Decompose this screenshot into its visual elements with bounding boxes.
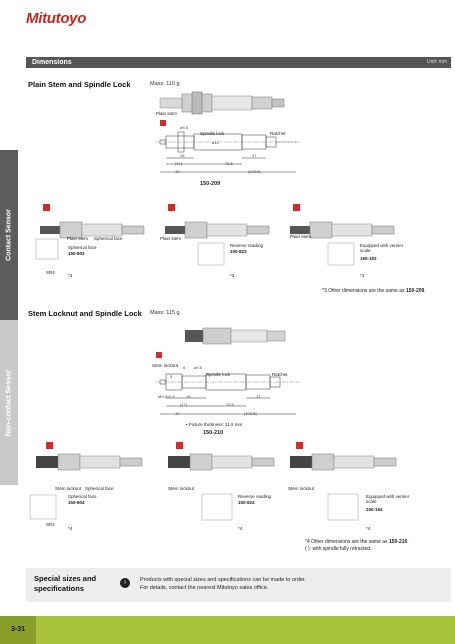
section2-mass: Mass: 115 g — [150, 310, 180, 316]
variant4-model: 150-804 — [68, 500, 85, 505]
variant3-note: *3 — [360, 273, 365, 278]
dim-15: 15 — [180, 153, 185, 158]
section1-mass: Mass: 110 g — [150, 81, 180, 87]
variant6-model: 150-184 — [366, 507, 383, 512]
variant6-note: *4 — [366, 526, 371, 531]
special-sizes-box — [26, 568, 451, 602]
section2-footnote-line2: ( ): with spindle fully retracted. — [305, 546, 372, 552]
variant3-name: Equipped with vernier scale — [360, 243, 404, 253]
variant3-tag-plain-stem: Plain stem — [290, 234, 312, 239]
mitutoyo-logo: Mitutoyo — [26, 10, 87, 27]
special-line2: For details, contact the nearest Mitutoyo sales office. — [140, 585, 269, 591]
dim-17-2: 17 — [256, 394, 261, 399]
special-sizes-title: Special sizes and specifications — [34, 574, 97, 593]
dim-78-5: 78.5 — [226, 402, 234, 407]
dimensions-title: Dimensions — [32, 59, 72, 66]
unit-label: Unit: mm — [427, 59, 447, 65]
label-stem-locknut: Stem locknut — [152, 363, 179, 368]
dimensions-header — [26, 57, 451, 68]
side-tab-noncontact-sensor[interactable]: Non-contact Sensor — [0, 320, 18, 485]
fixture-thickness: • Fixture thickness: 11.5 mm — [186, 422, 243, 427]
variant4-note: *4 — [68, 526, 73, 531]
dim-5: 5 — [170, 374, 173, 379]
variant2-model: 150-823 — [230, 249, 247, 254]
page-number: 3-31 — [0, 616, 36, 644]
variant4-tag-spherical-face: Spherical face — [85, 486, 114, 491]
variant2-tag-plain-stem: Plain stem — [160, 236, 182, 241]
footer-bar — [0, 616, 455, 644]
dim-6: 6 — [183, 365, 186, 370]
label-d1-2: ø9.5 — [194, 365, 203, 370]
section2-footnote: *4 Other dimensions are the same as 150-210. — [305, 539, 409, 545]
dim-103-5-2: (103.5) — [244, 411, 257, 416]
special-sizes-text — [140, 576, 306, 592]
section1-footnote: *3 Other dimensions are the same as 150-209. — [322, 288, 426, 294]
label-ratchet: Ratchet — [270, 131, 286, 136]
arrow-right-icon: › — [120, 578, 130, 588]
variant1-name: Spherical face — [68, 245, 97, 250]
section2-title: Stem Locknut and Spindle Lock — [28, 309, 142, 318]
variant5-model: 150-824 — [238, 500, 255, 505]
variant1-tag-plain-stem: Plain stem — [67, 236, 89, 241]
side-tab-contact-sensor[interactable]: Contact Sensor — [0, 150, 18, 320]
label-d1: ø9.5 — [180, 125, 189, 130]
label-d2: ø12 — [212, 140, 219, 145]
variant2-name: Reverse reading — [230, 243, 264, 248]
variant6-tag-stem-locknut: Stem locknut — [288, 486, 315, 491]
dim-103-5: (103.5) — [248, 169, 261, 174]
variant4-tag-stem-locknut: Stem locknut — [55, 486, 82, 491]
section1-title: Plain Stem and Spindle Lock — [28, 80, 131, 89]
variant4-name: Spherical face — [68, 494, 97, 499]
dim-42-2: 42 — [175, 411, 180, 416]
dim-17-bracket-2: (17) — [180, 402, 188, 407]
dim-76-5: 76.5 — [225, 161, 233, 166]
label-spindle-lock-2: Spindle lock — [206, 372, 231, 377]
variant1-note: *3 — [68, 273, 73, 278]
label-thread: M9.5×0.5 — [158, 394, 175, 399]
dim-17: 17 — [252, 153, 257, 158]
dim-15-2: 15 — [186, 394, 191, 399]
variant5-note: *4 — [238, 526, 243, 531]
variant5-tag-stem-locknut: Stem locknut — [168, 486, 195, 491]
section1-main-model: 150-209 — [200, 181, 221, 187]
dim-17-bracket: (17) — [175, 161, 183, 166]
label-ratchet-2: Ratchet — [272, 372, 288, 377]
section2-main-model: 150-210 — [203, 430, 224, 436]
variant5-name: Reverse reading — [238, 494, 272, 499]
variant1-tag-spherical-face: Spherical face — [94, 236, 123, 241]
label-spindle-lock: Spindle lock — [200, 131, 225, 136]
dim-42: 42 — [175, 169, 180, 174]
variant1-model: 150-803 — [68, 251, 85, 256]
label-plain-stem: Plain stem — [156, 111, 178, 116]
variant4-extra: SR4 — [46, 522, 55, 527]
variant6-name: Equipped with vernier scale — [366, 494, 410, 504]
variant1-extra: SR4 — [46, 270, 55, 275]
special-line1: Products with special sizes and specifications can be made to order. — [140, 577, 307, 583]
variant2-note: *3 — [230, 273, 235, 278]
variant3-model: 150-183 — [360, 256, 377, 261]
section1-main-drawing — [0, 88, 455, 208]
